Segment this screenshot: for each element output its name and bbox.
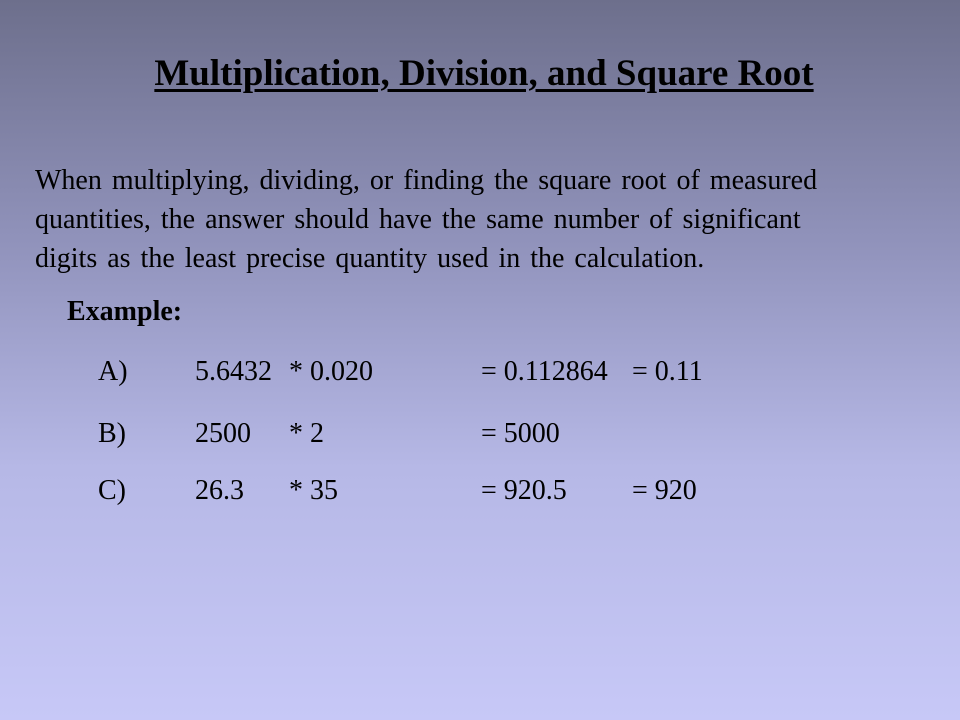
example-raw-result: = 0.112864 (481, 356, 608, 387)
example-raw-result: = 920.5 (481, 475, 567, 506)
example-second-operand: * 2 (289, 418, 324, 449)
body-line: quantities, the answer should have the same number of significant (35, 204, 801, 235)
example-label-c: C) (98, 475, 126, 506)
body-line: digits as the least precise quantity used in the calculation. (35, 243, 705, 274)
example-rounded-result: = 920 (632, 475, 697, 506)
example-rounded-result: = 0.11 (632, 356, 703, 387)
example-second-operand: * 0.020 (289, 356, 373, 387)
example-label: Example: (67, 296, 183, 327)
example-label-b: B) (98, 418, 126, 449)
example-row-b (0, 418, 960, 454)
example-row-c (0, 475, 960, 511)
example-raw-result: = 5000 (481, 418, 560, 449)
example-first-operand: 26.3 (195, 475, 244, 506)
example-first-operand: 2500 (195, 418, 251, 449)
example-row-a (0, 356, 960, 392)
slide-title: Multiplication, Division, and Square Root (154, 53, 814, 94)
example-second-operand: * 35 (289, 475, 338, 506)
body-paragraph (35, 161, 915, 278)
example-first-operand: 5.6432 (195, 356, 272, 387)
body-line: When multiplying, dividing, or finding the square root of measured (35, 165, 818, 196)
example-label-a: A) (98, 356, 128, 387)
